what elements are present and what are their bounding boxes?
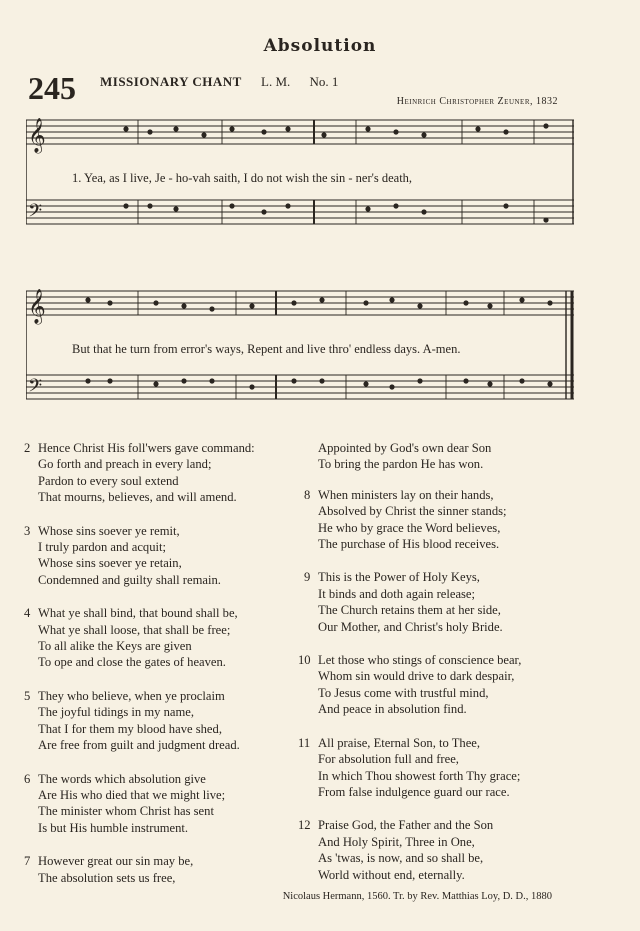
verse-line: To bring the pardon He has won. (318, 457, 484, 472)
verse-line: Whom sin would drive to dark despair, (318, 669, 515, 684)
verse-line: Hence Christ His foll'wers gave command: (38, 441, 255, 455)
verse-line: Pardon to every soul extend (38, 473, 179, 488)
svg-text:𝄢: 𝄢 (28, 376, 43, 401)
verse-line: The absolution sets us free, (38, 870, 176, 885)
verse-line: To all alike the Keys are given (38, 639, 192, 654)
tune-number: No. 1 (309, 74, 339, 89)
verse-line: When ministers lay on their hands, (318, 487, 494, 502)
verse-line: Whose sins soever ye remit, (38, 523, 180, 538)
verse-line: That I for them my blood have shed, (38, 721, 222, 736)
verse (298, 817, 618, 883)
verse-line: To Jesus come with trustful mind, (318, 685, 489, 700)
verse (304, 569, 618, 635)
verse-line: Is but His humble instrument. (38, 820, 189, 835)
verse (304, 487, 618, 553)
section-title: Absolution (263, 36, 377, 56)
verse-line: And peace in absolution find. (318, 702, 467, 717)
verse-line: Our Mother, and Christ's holy Bride. (318, 619, 503, 634)
verse (24, 771, 300, 837)
verse-line: World without end, eternally. (318, 867, 465, 882)
verse-number: 6 (24, 771, 31, 786)
verse (24, 440, 300, 506)
verse-line: To ope and close the gates of heaven. (38, 655, 226, 670)
verse-line: The minister whom Christ has sent (38, 804, 214, 819)
verse-line: From false indulgence guard our race. (318, 784, 510, 799)
verse (298, 735, 618, 801)
text-credit: Nicolaus Hermann, 1560. Tr. by Rev. Matthias Loy, D. D., 1880 (282, 891, 552, 902)
verse-line: They who believe, when ye proclaim (38, 688, 225, 703)
verse-number: 4 (24, 606, 31, 621)
svg-text:𝄞: 𝄞 (28, 118, 46, 153)
verse-line: Whose sins soever ye retain, (38, 556, 182, 571)
verse-number: 7 (24, 854, 31, 869)
verse-number: 9 (304, 570, 311, 585)
verse-line: For absolution full and free, (318, 752, 459, 767)
verse-line: Absolved by Christ the sinner stands; (318, 504, 507, 519)
system2-lyric: But that he turn from error's ways, Repent and live thro' endless days. A-men. (72, 342, 461, 356)
staff-notation (26, 283, 574, 418)
music-system-1 (26, 112, 574, 247)
verse (24, 605, 300, 671)
verse-line: In which Thou showest forth Thy grace; (318, 768, 521, 783)
verse-line: The purchase of His blood receives. (318, 537, 500, 552)
verse-number: 11 (298, 735, 311, 750)
verse-line: It binds and doth again release; (318, 586, 476, 601)
verse-line: The joyful tidings in my name, (38, 705, 195, 720)
composer-credit: Heinrich Christopher Zeuner, 1832 (396, 96, 558, 107)
verse-line: What ye shall loose, that shall be free; (38, 622, 231, 637)
music-system-2 (26, 283, 574, 418)
verse-line: Go forth and preach in every land; (38, 457, 212, 472)
verse-line: What ye shall bind, that bound shall be, (38, 606, 238, 621)
verse (24, 853, 300, 886)
verse-number: 2 (24, 441, 31, 455)
verse-number: 8 (304, 487, 311, 502)
verse-number: 3 (24, 523, 31, 538)
verse-line: I truly pardon and acquit; (38, 540, 166, 555)
tune-name: MISSIONARY CHANT (100, 74, 242, 89)
verse-line: He who by grace the Word believes, (318, 520, 501, 535)
system1-lyric: 1. Yea, as I live, Je - ho-vah saith, I do not wish the sin - ner's death, (72, 171, 413, 185)
hymn-number: 245 (28, 70, 76, 106)
verse-line: As 'twas, is now, and so shall be, (318, 851, 484, 866)
meter: L. M. (261, 74, 291, 89)
verse-line: Condemned and guilty shall remain. (38, 572, 221, 587)
verse (318, 440, 618, 473)
svg-text:𝄞: 𝄞 (28, 289, 46, 324)
verse-number: 12 (298, 818, 311, 833)
verse-line: Are His who died that we might live; (38, 787, 226, 802)
verse-line: Praise God, the Father and the Son (318, 818, 494, 833)
verse-line: And Holy Spirit, Three in One, (318, 834, 475, 849)
verse-line: The Church retains them at her side, (318, 603, 501, 618)
verses-right-column (298, 440, 618, 900)
verse-line: However great our sin may be, (38, 854, 194, 869)
verse-number: 10 (298, 653, 311, 668)
verse-line: All praise, Eternal Son, to Thee, (318, 735, 481, 750)
verse-line: Are free from guilt and judgment dread. (38, 738, 240, 753)
verse (24, 688, 300, 754)
staff-notation (26, 112, 574, 247)
verse-line: Appointed by God's own dear Son (318, 441, 492, 455)
verse-line: Let those who stings of conscience bear, (318, 653, 522, 668)
verses-left-column (24, 440, 300, 903)
verse-line: This is the Power of Holy Keys, (318, 570, 480, 585)
verse (298, 652, 618, 718)
tune-header (100, 74, 338, 90)
verse-number: 5 (24, 688, 31, 703)
verse-line: The words which absolution give (38, 771, 206, 786)
verse (24, 523, 300, 589)
verse-line: That mourns, believes, and will amend. (38, 490, 237, 505)
svg-text:𝄢: 𝄢 (28, 201, 43, 226)
